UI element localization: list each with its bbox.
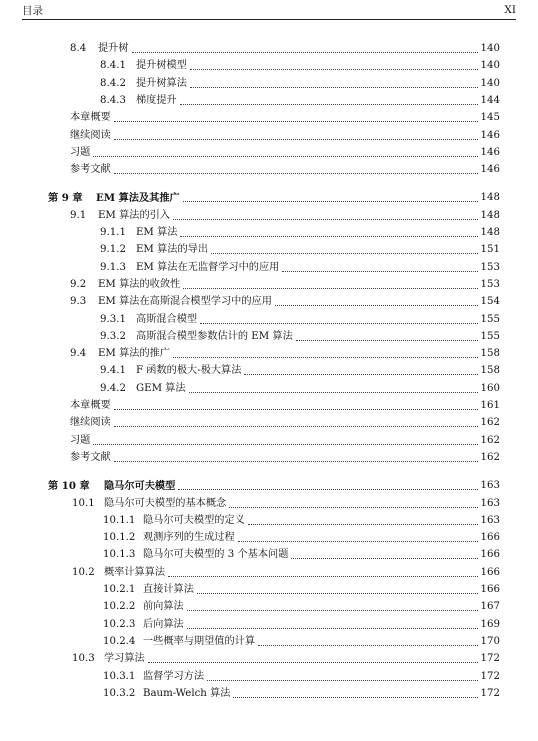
toc-entry-title: 观测序列的生成过程 (143, 532, 235, 544)
toc-entry-title: EM 算法的导出 (136, 244, 209, 256)
toc-entry-page: 163 (480, 497, 500, 509)
toc-dot-leader (114, 415, 478, 431)
toc-entry[interactable] (70, 128, 500, 144)
toc-entry[interactable] (70, 41, 500, 57)
toc-entry-page: 169 (480, 618, 500, 630)
toc-entry[interactable] (100, 312, 500, 328)
toc-entry[interactable] (103, 617, 500, 633)
toc-dot-leader (183, 190, 478, 206)
toc-entry-number: 9.1 (70, 209, 87, 221)
toc-entry-title: 本章概要 (70, 400, 111, 411)
toc-entry-title: 隐马尔可夫模型的基本概念 (104, 497, 227, 509)
toc-dot-leader (132, 41, 478, 57)
toc-dot-leader (93, 433, 477, 449)
toc-entry-number: 10.1.2 (103, 532, 136, 544)
toc-dot-leader (197, 582, 478, 598)
toc-dot-leader (173, 208, 478, 224)
toc-entry[interactable] (70, 433, 500, 449)
toc-entry-number: 10.3 (72, 653, 95, 665)
toc-entry[interactable] (72, 565, 500, 581)
toc-entry-number: 8.4.3 (100, 94, 126, 106)
toc-entry-title: 继续阅读 (70, 129, 111, 141)
toc-entry-page: 166 (480, 584, 500, 595)
toc-entry-number: 9.3.1 (100, 313, 126, 325)
toc-entry[interactable] (70, 450, 500, 466)
toc-entry-number: 8.4 (70, 43, 87, 54)
toc-entry-title: 本章概要 (70, 112, 111, 124)
toc-entry-page: 172 (480, 670, 500, 682)
toc-entry-page: 166 (480, 549, 500, 561)
toc-entry[interactable] (103, 513, 500, 529)
page-header (22, 3, 516, 17)
toc-entry-page: 172 (480, 653, 500, 665)
toc-dot-leader (114, 128, 478, 144)
toc-entry-title: Baum-Welch 算法 (143, 687, 231, 699)
toc-dot-leader (114, 110, 478, 126)
toc-dot-leader (189, 381, 478, 397)
toc-entry-page: 170 (480, 635, 500, 647)
toc-entry-number: 10.1 (72, 497, 95, 509)
toc-chapter-entry[interactable] (48, 190, 500, 206)
toc-entry-number: 9.2 (70, 278, 87, 290)
toc-entry-title: GEM 算法 (136, 382, 186, 394)
toc-entry-page: 146 (480, 129, 500, 141)
toc-dot-leader (114, 398, 478, 414)
toc-entry[interactable] (100, 93, 500, 109)
toc-entry[interactable] (100, 363, 500, 379)
toc-entry-page: 160 (480, 382, 500, 394)
toc-dot-leader (187, 617, 478, 633)
header-title: 目录 (22, 4, 43, 17)
toc-entry-page: 172 (480, 687, 500, 699)
toc-entry-page: 146 (480, 146, 500, 158)
toc-entry[interactable] (103, 530, 500, 546)
toc-entry-title: 高斯混合模型参数估计的 EM 算法 (136, 330, 293, 342)
toc-entry-page: 148 (480, 209, 500, 221)
toc-entry-number: 10.1.3 (103, 549, 136, 561)
toc-entry-number: 10.3.2 (103, 687, 136, 699)
toc-entry-title: F 函数的极大-极大算法 (136, 365, 242, 377)
toc-entry-title: EM 算法的收敛性 (98, 278, 181, 290)
toc-entry-page: 167 (480, 601, 500, 613)
toc-entry-number: 8.4.2 (100, 77, 126, 89)
toc-entry-number: 9.1.3 (100, 261, 126, 273)
toc-entry[interactable] (70, 208, 500, 224)
toc-entry-title: 习题 (70, 146, 91, 158)
toc-entry-number: 10.2 (72, 566, 95, 578)
toc-entry[interactable] (103, 634, 500, 650)
toc-entry-page: 155 (480, 330, 500, 342)
header-page-number: XI (504, 4, 516, 16)
toc-entry[interactable] (70, 415, 500, 431)
toc-dot-leader (180, 225, 477, 241)
toc-entry[interactable] (70, 398, 500, 414)
toc-entry-title: 学习算法 (104, 653, 145, 665)
toc-entry-number: 第 10 章 (48, 480, 90, 493)
toc-entry[interactable] (103, 669, 500, 685)
toc-entry[interactable] (100, 58, 500, 74)
toc-entry-title: EM 算法的引入 (98, 209, 171, 221)
toc-entry-number: 9.4.1 (100, 365, 126, 377)
toc-entry-number: 10.2.1 (103, 584, 136, 595)
toc-entry-title: EM 算法的推广 (98, 348, 171, 360)
toc-dot-leader (148, 651, 478, 667)
toc-entry-title: 一些概率与期望值的计算 (143, 635, 256, 647)
toc-entry-page: 155 (480, 313, 500, 325)
toc-entry-title: 梯度提升 (136, 94, 177, 106)
toc-dot-leader (187, 599, 478, 615)
toc-dot-leader (282, 260, 477, 276)
toc-entry[interactable] (103, 582, 500, 598)
toc-entry-page: 158 (480, 348, 500, 360)
toc-dot-leader (168, 565, 477, 581)
toc-entry-title: 隐马尔可夫模型 (104, 480, 176, 493)
toc-dot-leader (200, 312, 477, 328)
toc-entry-page: 153 (480, 278, 500, 290)
toc-entry-title: EM 算法在高斯混合模型学习中的应用 (98, 296, 272, 308)
toc-dot-leader (211, 242, 478, 258)
toc-dot-leader (180, 93, 478, 109)
toc-entry[interactable] (70, 346, 500, 362)
toc-entry-title: 提升树 (98, 43, 129, 54)
toc-entry[interactable] (100, 76, 500, 92)
toc-entry-number: 10.1.1 (103, 514, 136, 526)
toc-entry-page: 140 (480, 60, 500, 72)
toc-entry[interactable] (70, 277, 500, 293)
toc-entry-number: 9.3 (70, 296, 87, 308)
toc-entry-title: 提升树模型 (136, 60, 187, 72)
toc-dot-leader (244, 363, 477, 379)
toc-entry-page: 162 (480, 417, 500, 429)
toc-entry-number: 9.1.2 (100, 244, 126, 256)
toc-entry-number: 10.2.4 (103, 635, 136, 647)
toc-dot-leader (229, 496, 477, 512)
toc-entry-page: 140 (480, 43, 500, 54)
toc-entry-number: 8.4.1 (100, 60, 126, 72)
toc-entry-title: 参考文献 (70, 451, 111, 463)
toc-entry-page: 154 (480, 296, 500, 308)
toc-entry[interactable] (72, 496, 500, 512)
toc-entry[interactable] (100, 242, 500, 258)
toc-entry-page: 140 (480, 77, 500, 89)
toc-dot-leader (114, 162, 478, 178)
toc-entry-title: 后向算法 (143, 618, 184, 630)
toc-entry-title: EM 算法及其推广 (96, 192, 180, 205)
toc-dot-leader (258, 634, 477, 650)
toc-entry-page: 151 (480, 244, 500, 256)
toc-entry[interactable] (100, 260, 500, 276)
toc-dot-leader (296, 329, 478, 345)
toc-dot-leader (178, 478, 477, 494)
toc-entry-number: 9.1.1 (100, 227, 126, 238)
toc-entry-number: 第 9 章 (48, 192, 83, 205)
toc-entry-title: 提升树算法 (136, 77, 187, 89)
toc-entry-page: 145 (480, 112, 500, 124)
toc-entry[interactable] (70, 145, 500, 161)
toc-dot-leader (248, 513, 478, 529)
toc-dot-leader (291, 547, 477, 563)
toc-dot-leader (275, 294, 478, 310)
toc-entry-number: 10.2.2 (103, 601, 136, 613)
toc-entry[interactable] (103, 547, 500, 563)
toc-entry-page: 144 (480, 94, 500, 106)
toc-dot-leader (183, 277, 477, 293)
toc-entry-number: 10.3.1 (103, 670, 136, 682)
toc-entry-page: 161 (480, 400, 500, 411)
toc-dot-leader (190, 58, 478, 74)
toc-dot-leader (173, 346, 478, 362)
toc-entry-number: 9.3.2 (100, 330, 126, 342)
toc-entry[interactable] (70, 294, 500, 310)
toc-dot-leader (190, 76, 478, 92)
toc-entry-number: 10.2.3 (103, 618, 136, 630)
toc-entry-page: 162 (480, 434, 500, 446)
toc-entry-page: 162 (480, 451, 500, 463)
toc-entry-title: 习题 (70, 434, 91, 446)
toc-entry-page: 146 (480, 164, 500, 176)
toc-entry-page: 166 (480, 532, 500, 544)
toc-entry[interactable] (100, 381, 500, 397)
toc-entry-title: 监督学习方法 (143, 670, 205, 682)
toc-dot-leader (93, 145, 477, 161)
toc-entry-title: 直接计算法 (143, 584, 194, 595)
toc-entry-title: EM 算法 (136, 227, 178, 238)
header-divider (22, 19, 516, 20)
toc-entry-page: 148 (480, 192, 500, 204)
toc-entry-page: 153 (480, 261, 500, 273)
toc-entry-page: 163 (480, 480, 500, 492)
toc-entry[interactable] (70, 162, 500, 178)
toc-entry-page: 163 (480, 514, 500, 526)
toc-entry-number: 9.4 (70, 348, 87, 360)
toc-entry-title: 高斯混合模型 (136, 313, 198, 325)
toc-entry-title: 前向算法 (143, 601, 184, 613)
toc-entry-title: 参考文献 (70, 164, 111, 176)
toc-entry-title: 继续阅读 (70, 417, 111, 429)
toc-entry[interactable] (103, 599, 500, 615)
toc-entry-number: 9.4.2 (100, 382, 126, 394)
toc-dot-leader (233, 686, 477, 702)
toc-entry-title: EM 算法在无监督学习中的应用 (136, 261, 280, 273)
toc-dot-leader (207, 669, 477, 685)
toc-entry[interactable] (100, 329, 500, 345)
toc-entry-page: 148 (480, 227, 500, 238)
toc-entry[interactable] (103, 686, 500, 702)
toc-dot-leader (238, 530, 478, 546)
toc-chapter-entry[interactable] (48, 478, 500, 494)
toc-entry-title: 隐马尔可夫模型的定义 (143, 514, 245, 526)
toc-entry-title: 隐马尔可夫模型的 3 个基本问题 (143, 549, 289, 561)
toc-entry-title: 概率计算算法 (104, 566, 166, 578)
toc-entry[interactable] (72, 651, 500, 667)
toc-entry[interactable] (70, 110, 500, 126)
toc-dot-leader (114, 450, 478, 466)
toc-entry[interactable] (100, 225, 500, 241)
toc-entry-page: 158 (480, 365, 500, 377)
toc-entry-page: 166 (480, 566, 500, 578)
